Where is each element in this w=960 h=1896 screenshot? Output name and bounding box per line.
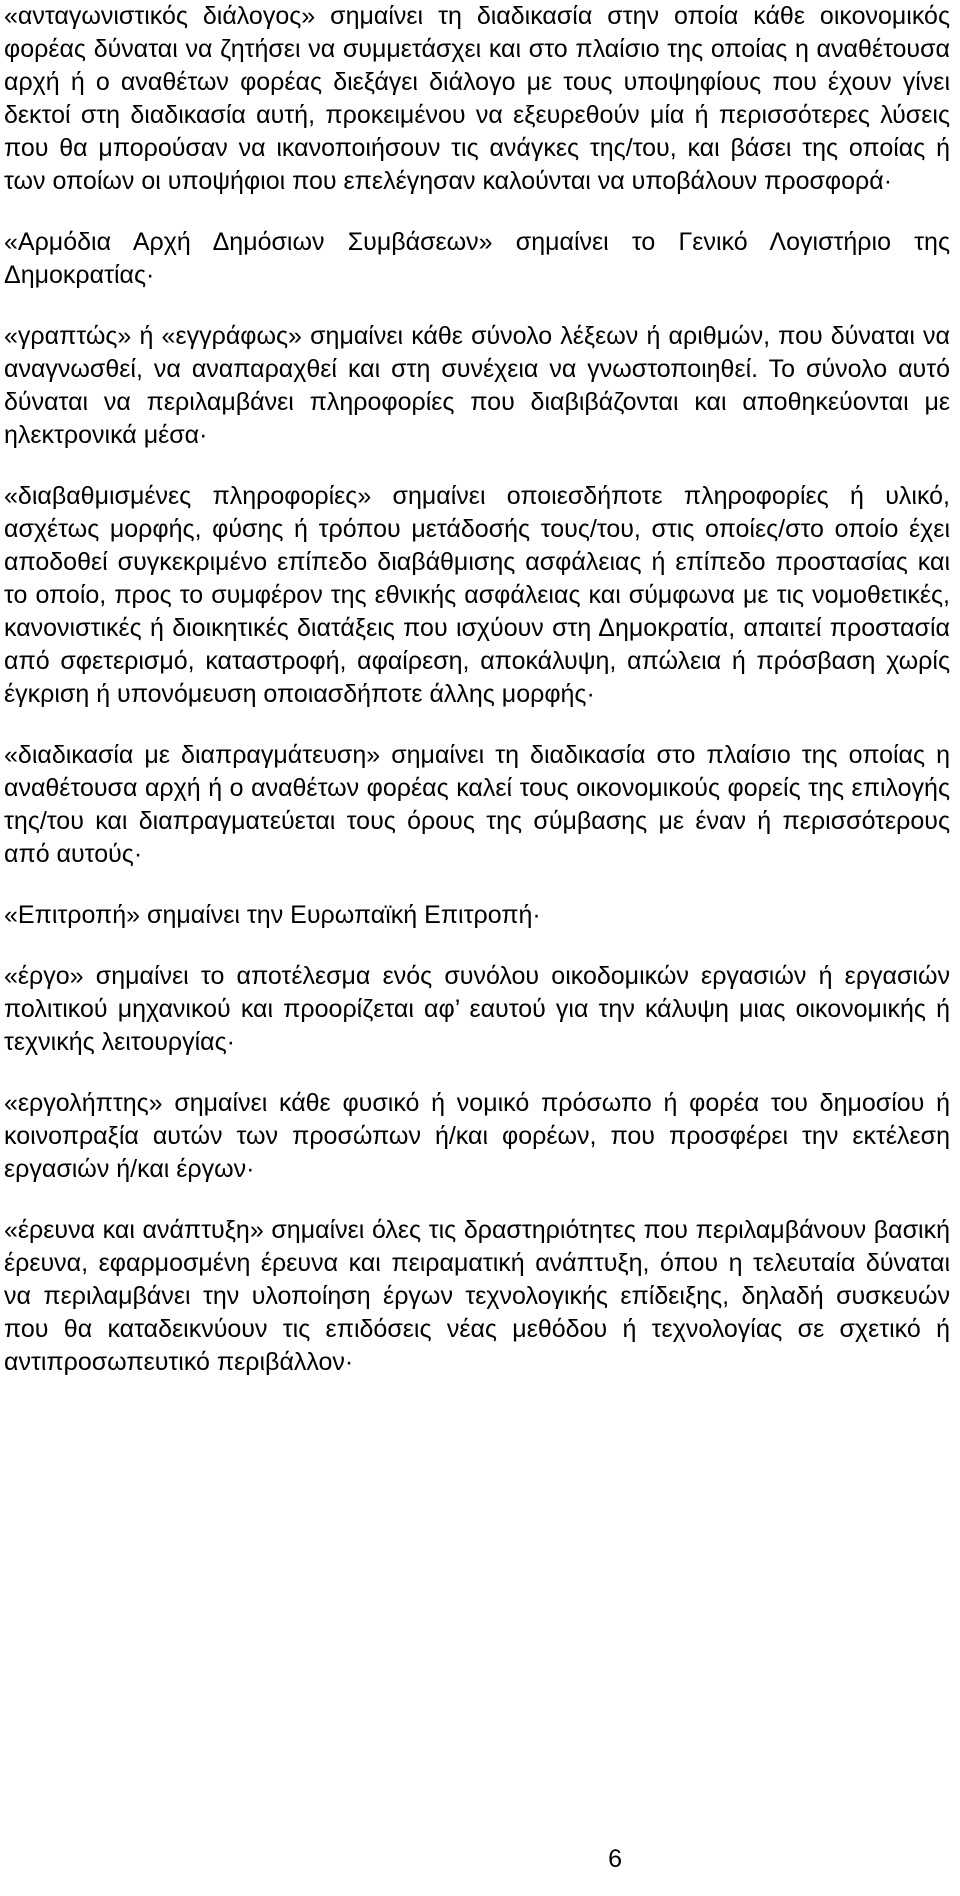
definition-work: «έργο» σημαίνει το αποτέλεσμα ενός συνόλου οικοδομικών εργασιών ή εργασιών πολιτικού μηχανικού και προορίζεται αφ’ εαυτού για την κάλυψη μιας οικονομικής ή τεχνικής λειτουργίας· xyxy=(4,962,950,1056)
definition-classified-information: «διαβαθμισμένες πληροφορίες» σημαίνει οποιεσδήποτε πληροφορίες ή υλικό, ασχέτως μορφής, φύσης ή τρόπου μετάδοσής τους/του, στις οποίες/στο οποίο έχει αποδοθεί συγκεκριμένο επίπεδο διαβάθμισης ασφάλειας ή επίπεδο προστασίας και το οποίο, προς το συμφέρον της εθνικής ασφάλειας και σύμφωνα με τις νομοθετικές, κανονιστικές ή διοικητικές διατάξεις που ισχύουν στη Δημοκρατία, απαιτεί προστασία από σφετερισμό, καταστροφή, αφαίρεση, αποκάλυψη, απώλεια ή πρόσβαση χωρίς έγκριση ή υπονόμευση οποιασδήποτε άλλης μορφής· xyxy=(4,482,950,708)
definition-commission: «Επιτροπή» σημαίνει την Ευρωπαϊκή Επιτροπή· xyxy=(4,901,541,929)
definition-public-procurement-authority: «Αρμόδια Αρχή Δημόσιων Συμβάσεων» σημαίνει το Γενικό Λογιστήριο της Δημοκρατίας· xyxy=(4,228,950,289)
definition-competitive-dialogue: «ανταγωνιστικός διάλογος» σημαίνει τη διαδικασία στην οποία κάθε οικονομικός φορέας δύναται να ζητήσει να συμμετάσχει και στο πλαίσιο της οποίας η αναθέτουσα αρχή ή ο αναθέτων φορέας διεξάγει διάλογο με τους υποψηφίους που έχουν γίνει δεκτοί στη διαδικασία αυτή, προκειμένου να εξευρεθούν μία ή περισσότερες λύσεις που θα μπορούσαν να ικανοποιήσουν τις ανάγκες της/του, και βάσει της οποίας ή των οποίων οι υποψήφιοι που επελέγησαν καλούνται να υποβάλουν προσφορά· xyxy=(4,2,950,195)
page-number: 6 xyxy=(608,1845,622,1873)
definition-contractor: «εργολήπτης» σημαίνει κάθε φυσικό ή νομικό πρόσωπο ή φορέα του δημοσίου ή κοινοπραξία αυτών των προσώπων ή/και φορέων, που προσφέρει την εκτέλεση εργασιών ή/και έργων· xyxy=(4,1089,950,1183)
definitions-list xyxy=(4,0,950,1407)
definition-research-and-development: «έρευνα και ανάπτυξη» σημαίνει όλες τις δραστηριότητες που περιλαμβάνουν βασική έρευνα, εφαρμοσμένη έρευνα και πειραματική ανάπτυξη, όπου η τελευταία δύναται να περιλαμβάνει την υλοποίηση έργων τεχνολογικής επίδειξης, δηλαδή συσκευών που θα καταδεικνύουν τις επιδόσεις νέας μεθόδου ή τεχνολογίας σε σχετικό ή αντιπροσωπευτικό περιβάλλον· xyxy=(4,1216,950,1376)
definition-in-writing: «γραπτώς» ή «εγγράφως» σημαίνει κάθε σύνολο λέξεων ή αριθμών, που δύναται να αναγνωσθεί, να αναπαραχθεί και στη συνέχεια να γνωστοποιηθεί. Το σύνολο αυτό δύναται να περιλαμβάνει πληροφορίες που διαβιβάζονται και αποθηκεύονται με ηλεκτρονικά μέσα· xyxy=(4,322,950,449)
definition-negotiated-procedure: «διαδικασία με διαπραγμάτευση» σημαίνει τη διαδικασία στο πλαίσιο της οποίας η αναθέτουσα αρχή ή ο αναθέτων φορέας καλεί τους οικονομικούς φορείς της επιλογής της/του και διαπραγματεύεται τους όρους της σύμβασης με έναν ή περισσότερους από αυτούς· xyxy=(4,741,950,868)
